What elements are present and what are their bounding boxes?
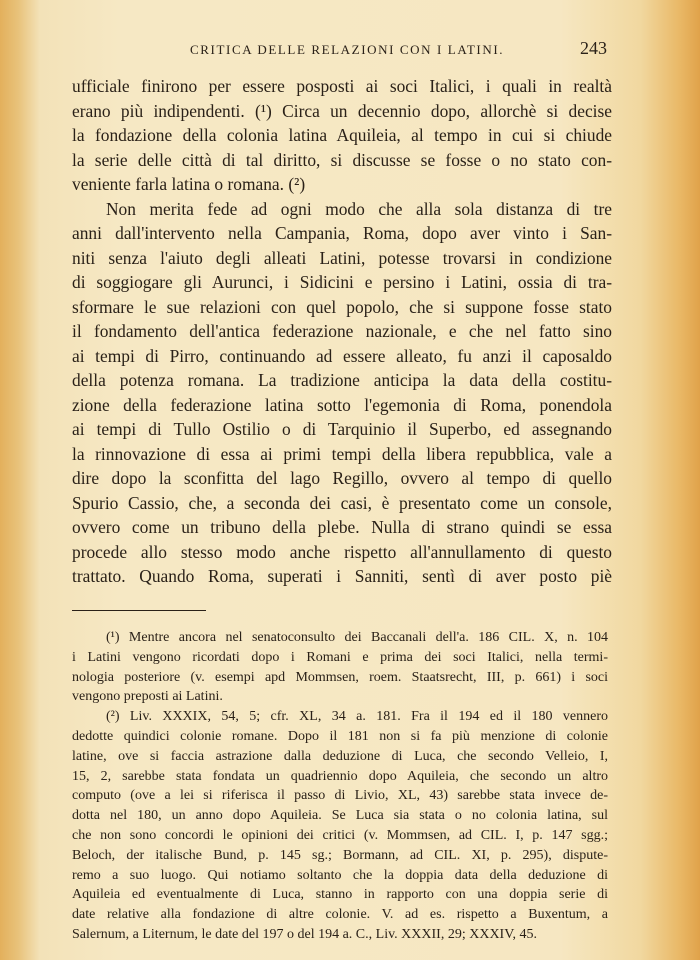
footnote-line: computo (ove a lei si riferisca il passo di Livio, XL, 43) sarebbe stata invece de- — [72, 788, 608, 804]
footnote-line: remo a suo luogo. Qui notiamo soltanto che la doppia data della deduzione di — [72, 867, 608, 883]
text-line: anni dall'intervento nella Campania, Roma, dopo aver vinto i San- — [72, 223, 612, 243]
text-line: procede allo stesso modo anche rispetto all'annullamento di questo — [72, 541, 612, 562]
running-title: CRITICA DELLE RELAZIONI CON I LATINI. — [190, 42, 505, 57]
text-line: sformare le sue relazioni con quel popolo, che si suppone fosse stato — [72, 296, 612, 317]
footnote-line: che non sono concordi le opinioni dei critici (v. Mommsen, ad CIL. I, p. 147 sgg.; — [72, 827, 608, 843]
text-line: dire dopo la sconfitta del lago Regillo, ovvero al tempo di quello — [72, 468, 612, 488]
footnote-divider — [72, 610, 206, 611]
text-line: la fondazione della colonia latina Aquileia, al tempo in cui si chiude — [72, 125, 612, 145]
text-line: di soggiogare gli Aurunci, i Sidicini e persino i Latini, ossia di tra- — [72, 272, 612, 292]
text-line: ai tempi di Tullo Ostilio o di Tarquinio il Superbo, ed assegnando — [72, 419, 612, 439]
text-line: veniente farla latina o romana. (²) — [72, 174, 306, 194]
footnote-line: nologia posteriore (v. esempi apd Mommsen, roem. Staatsrecht, III, p. 661) i soci — [72, 669, 608, 685]
text-line: trattato. Quando Roma, superati i Sanniti, sentì di aver posto piè — [72, 566, 612, 586]
running-head — [0, 38, 700, 62]
text-line: zione della federazione latina sotto l'egemonia di Roma, ponendola — [72, 394, 612, 415]
footnote-line: vengono preposti ai Latini. — [72, 689, 223, 705]
footnote-line: Beloch, der italische Bund, p. 145 sg.; Bormann, ad CIL. XI, p. 295), dispute- — [72, 847, 608, 863]
footnote-line: (¹) Mentre ancora nel senatoconsulto dei Baccanali dell'a. 186 CIL. X, n. 104 — [106, 630, 608, 645]
footnote-line: date relative alla fondazione di altre colonie. V. ad es. rispetto a Buxentum, a — [72, 907, 608, 923]
text-line: della potenza romana. La tradizione anticipa la data della costitu- — [72, 370, 612, 390]
text-line: ai tempi di Pirro, continuando ad essere alleato, fu anzi il caposaldo — [72, 345, 612, 366]
footnote-line: Aquileia ed eventualmente di Luca, stanno in rapporto con una doppia serie di — [72, 887, 608, 903]
text-line: Non merita fede ad ogni modo che alla sola distanza di tre — [106, 198, 612, 219]
text-line: il fondamento dell'antica federazione nazionale, e che nel fatto sino — [72, 321, 612, 341]
text-line: la rinnovazione di essa ai primi tempi della libera repubblica, vale a — [72, 443, 612, 464]
text-line: la serie delle città di tal diritto, si discusse se fosse o no stato con- — [72, 149, 612, 170]
text-line: niti senza l'aiuto degli alleati Latini, potesse trovarsi in condizione — [72, 247, 612, 268]
page-number: 243 — [580, 38, 607, 58]
footnote-line: Salernum, a Liternum, le date del 197 o del 194 a. C., Liv. XXXII, 29; XXXIV, 45. — [72, 926, 538, 942]
text-line: ufficiale finirono per essere posposti ai soci Italici, i quali in realtà — [72, 76, 612, 96]
text-line: Spurio Cassio, che, a seconda dei casi, è presentato come un console, — [72, 492, 612, 513]
text-line: erano più indipendenti. (¹) Circa un decennio dopo, allorchè si decise — [72, 100, 612, 121]
text-line: ovvero come un tribuno della plebe. Nulla di strano quindi se essa — [72, 517, 612, 537]
footnote-line: i Latini vengono ricordati dopo i Romani e prima dei soci Italici, nella termi- — [72, 649, 608, 665]
footnotes — [72, 628, 608, 945]
main-text — [72, 74, 612, 589]
footnote-line: (²) Liv. XXXIX, 54, 5; cfr. XL, 34 a. 181. Fra il 194 ed il 180 vennero — [106, 709, 608, 725]
footnote-line: dedotte quindici colonie romane. Dopo il 181 non si fa più menzione di colonie — [72, 728, 608, 744]
footnote-line: dotta nel 180, un anno dopo Aquileia. Se Luca sia stata o no colonia latina, sul — [72, 808, 608, 824]
footnote-line: 15, 2, sarebbe stata fondata un quadriennio dopo Aquileia, che secondo un altro — [72, 768, 608, 784]
footnote-line: latine, ove si faccia astrazione dalla deduzione di Luca, che secondo Velleio, I, — [72, 748, 608, 764]
